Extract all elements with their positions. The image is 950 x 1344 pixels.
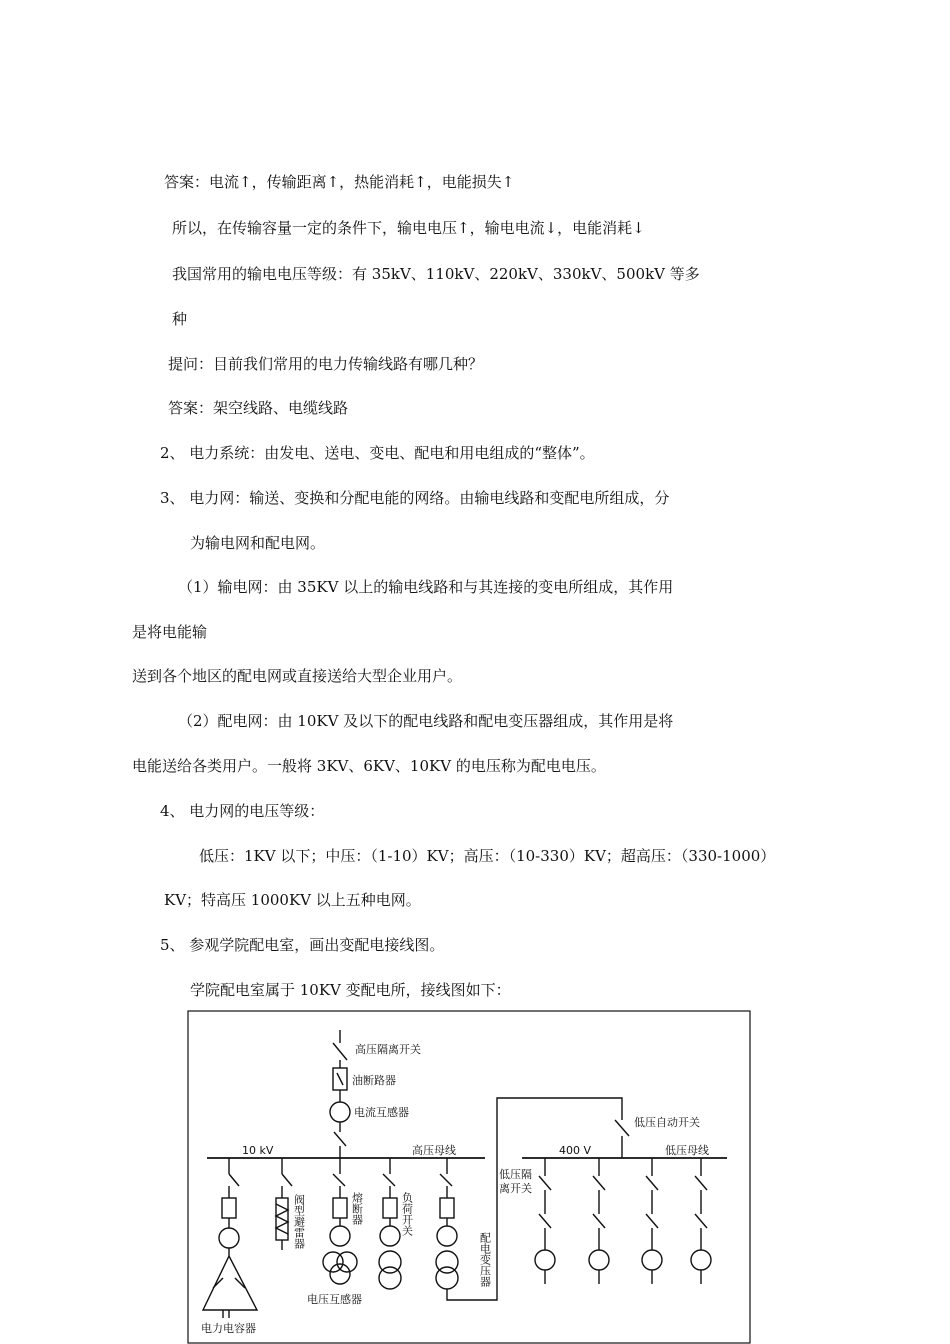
hv-isolator-symbol [333, 1043, 347, 1060]
load-switch-symbol [383, 1198, 397, 1218]
label-hv-bus: 高压母线 [412, 1144, 456, 1157]
question-line-types: 提问：目前我们常用的电力传输线路有哪几种？ [168, 355, 484, 373]
label-lv-bus: 低压母线 [665, 1144, 709, 1157]
label-current-transformer: 电流互感器 [354, 1106, 409, 1119]
label-oil-breaker: 油断路器 [352, 1074, 396, 1087]
distribution-grid: （2）配电网：由 10KV 及以下的配电线路和配电变压器组成，其作用是将 [178, 712, 674, 730]
current-transformer-symbol [330, 1102, 350, 1122]
lv-feeder-4 [691, 1158, 711, 1284]
answer-current-loss: 答案：电流↑，传输距离↑，热能消耗↑，电能损失↑ [164, 173, 515, 191]
label-voltage-transformer: 电压互感器 [307, 1293, 362, 1306]
distribution-grid-cont: 电能送给各类用户。一般将 3KV、6KV、10KV 的电压称为配电电压。 [132, 757, 606, 775]
transmission-grid: （1）输电网：由 35KV 以上的输电线路和与其连接的变电所组成，其作用 [178, 578, 674, 596]
label-bus-400v: 400 V [559, 1144, 592, 1157]
transmission-grid-cont2: 送到各个地区的配电网或直接送给大型企业用户。 [132, 667, 463, 685]
label-distribution-transformer: 配电变压器 [478, 1232, 492, 1287]
label-lv-isolator-1: 低压隔 [499, 1168, 532, 1181]
item-3-power-grid: 3、 电力网：输送、变换和分配电能的网络。由输电线路和变配电所组成，分 [160, 489, 670, 507]
voltage-level-list: 低压：1KV 以下；中压：（1-10）KV；高压：（10-330）KV；超高压：（330-1000） [199, 847, 776, 865]
label-lv-isolator-2: 离开关 [499, 1182, 532, 1195]
item-3-cont: 为输电网和配电网。 [190, 534, 326, 552]
conclusion-voltage: 所以，在传输容量一定的条件下，输电电压↑，输电电流↓，电能消耗↓ [172, 219, 645, 237]
answer-line-types: 答案：架空线路、电缆线路 [168, 399, 349, 417]
label-arrester: 阀型避雷器 [292, 1194, 306, 1249]
vt-fuse-symbol [333, 1198, 347, 1218]
voltage-levels-line: 我国常用的输电电压等级：有 35kV、110kV、220kV、330kV、500kV 等多 [172, 265, 700, 283]
label-bus-10kv: 10 kV [242, 1144, 274, 1157]
dist-breaker-symbol [440, 1198, 454, 1218]
item-4-voltage-levels: 4、 电力网的电压等级： [160, 802, 325, 820]
label-capacitor: 电力电容器 [201, 1322, 256, 1335]
lv-feeder-1 [535, 1158, 555, 1284]
label-fuse: 熔断器 [350, 1192, 364, 1225]
wiring-diagram-svg [187, 1010, 751, 1344]
lv-feeder-3 [642, 1158, 662, 1284]
lv-auto-switch-symbol [615, 1120, 629, 1136]
item-2-power-system: 2、 电力系统：由发电、送电、变电、配电和用电组成的“整体”。 [160, 444, 595, 462]
label-load-switch: 负荷开关 [400, 1192, 414, 1236]
diagram-caption: 学院配电室属于 10KV 变配电所，接线图如下： [190, 981, 511, 999]
lv-feeder-2 [589, 1158, 609, 1284]
label-hv-isolator: 高压隔离开关 [355, 1043, 421, 1056]
feeder-switch-symbol [334, 1132, 346, 1146]
transmission-grid-cont1: 是将电能输 [132, 623, 208, 641]
voltage-levels-cont: 种 [172, 310, 188, 328]
item-5-visit: 5、 参观学院配电室，画出变配电接线图。 [160, 936, 445, 954]
voltage-level-list-cont: KV；特高压 1000KV 以上五种电网。 [164, 891, 421, 909]
label-lv-auto-switch: 低压自动开关 [634, 1116, 700, 1129]
wiring-diagram [187, 1010, 751, 1344]
capacitor-delta-symbol [203, 1256, 257, 1310]
capacitor-breaker-symbol [222, 1198, 236, 1218]
diagram-border [188, 1011, 750, 1343]
